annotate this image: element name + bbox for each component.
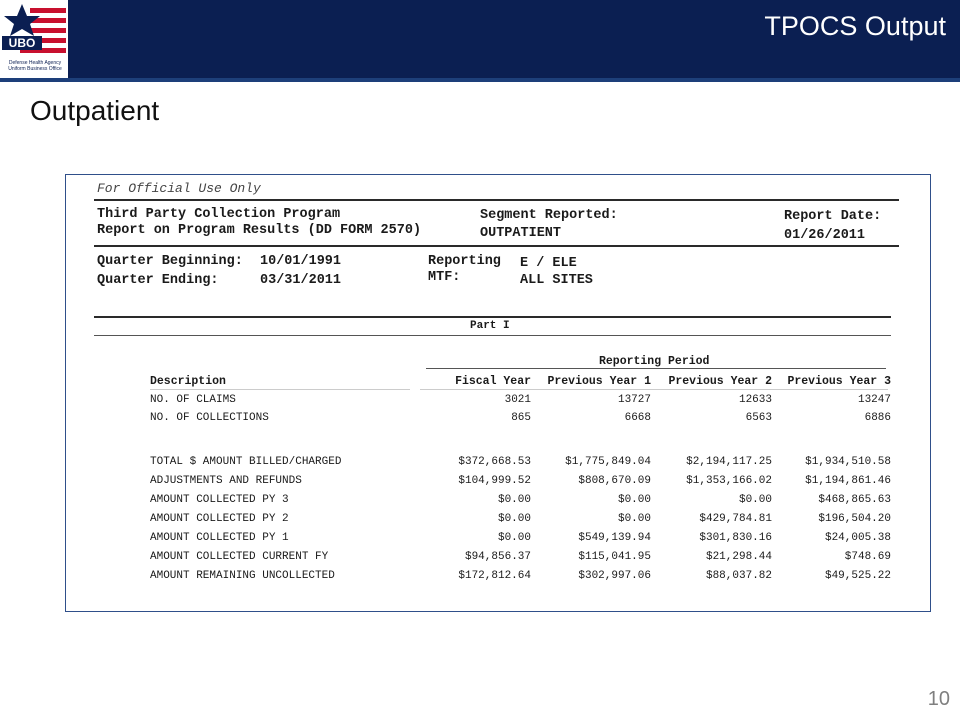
cell-fiscal-year: $0.00 xyxy=(497,513,531,525)
cell-previous-year-1: $808,670.09 xyxy=(578,475,651,487)
classification-marking: For Official Use Only xyxy=(97,181,261,196)
cell-previous-year-1: $0.00 xyxy=(617,513,651,525)
reporting-period-rule xyxy=(426,368,886,369)
cell-previous-year-2: $1,353,166.02 xyxy=(686,475,772,487)
mtf-label: MTF: xyxy=(428,270,461,285)
quarter-ending-value: 03/31/2011 xyxy=(260,273,342,288)
cell-previous-year-3: $24,005.38 xyxy=(824,532,891,544)
cell-previous-year-1: 13727 xyxy=(617,394,651,406)
row-description: NO. OF COLLECTIONS xyxy=(150,412,269,424)
logo-subtext: Defense Health Agency Uniform Business Office xyxy=(8,60,62,72)
cell-previous-year-2: $0.00 xyxy=(738,494,772,506)
table-row xyxy=(150,551,900,569)
cell-previous-year-2: 6563 xyxy=(745,412,772,424)
top-rule xyxy=(94,199,899,201)
row-description: AMOUNT REMAINING UNCOLLECTED xyxy=(150,570,335,582)
col-header-fiscal-year: Fiscal Year xyxy=(455,375,531,388)
page-title: Outpatient xyxy=(30,95,160,126)
cell-previous-year-3: $49,525.22 xyxy=(824,570,891,582)
row-description: AMOUNT COLLECTED CURRENT FY xyxy=(150,551,329,563)
cell-previous-year-2: $88,037.82 xyxy=(705,570,772,582)
table-row xyxy=(150,532,900,550)
quarter-beginning-label: Quarter Beginning: xyxy=(97,254,243,269)
row-description: TOTAL $ AMOUNT BILLED/CHARGED xyxy=(150,456,342,468)
slide-header xyxy=(0,0,960,78)
cell-previous-year-3: $196,504.20 xyxy=(818,513,891,525)
cell-previous-year-2: $301,830.16 xyxy=(699,532,772,544)
reporting-label: Reporting xyxy=(428,254,501,269)
slide-title: TPOCS Output xyxy=(764,11,946,41)
cell-previous-year-3: 13247 xyxy=(857,394,891,406)
cell-previous-year-2: $2,194,117.25 xyxy=(686,456,772,468)
ubo-logo xyxy=(0,0,68,78)
values-header-rule xyxy=(420,389,888,390)
table-row xyxy=(150,475,900,493)
col-header-previous-year-2: Previous Year 2 xyxy=(668,375,772,388)
table-row xyxy=(150,513,900,531)
table-row xyxy=(150,394,900,412)
reporting-period-label: Reporting Period xyxy=(599,355,710,368)
slide-number: 10 xyxy=(927,688,950,710)
cell-previous-year-2: 12633 xyxy=(738,394,772,406)
part-rule-top xyxy=(94,316,891,318)
cell-previous-year-3: $468,865.63 xyxy=(818,494,891,506)
row-description: ADJUSTMENTS AND REFUNDS xyxy=(150,475,302,487)
part-rule-bottom xyxy=(94,335,891,336)
header-divider xyxy=(0,78,960,82)
table-row xyxy=(150,412,900,430)
col-header-previous-year-1: Previous Year 1 xyxy=(547,375,651,388)
mtf-value: ALL SITES xyxy=(520,273,593,288)
cell-previous-year-2: $21,298.44 xyxy=(705,551,772,563)
cell-fiscal-year: 3021 xyxy=(504,394,531,406)
table-row xyxy=(150,456,900,474)
row-description: AMOUNT COLLECTED PY 3 xyxy=(150,494,289,506)
row-description: AMOUNT COLLECTED PY 1 xyxy=(150,532,289,544)
cell-previous-year-1: $549,139.94 xyxy=(578,532,651,544)
row-description: AMOUNT COLLECTED PY 2 xyxy=(150,513,289,525)
cell-fiscal-year: $0.00 xyxy=(497,494,531,506)
program-subtitle: Report on Program Results (DD FORM 2570) xyxy=(97,223,422,238)
cell-previous-year-3: 6886 xyxy=(864,412,891,424)
cell-fiscal-year: 865 xyxy=(511,412,531,424)
table-row xyxy=(150,570,900,588)
report-date-label: Report Date: xyxy=(784,209,882,224)
report-date-value: 01/26/2011 xyxy=(784,228,866,243)
part-label: Part I xyxy=(470,320,510,332)
cell-previous-year-3: $748.69 xyxy=(844,551,891,563)
svg-text:UBO: UBO xyxy=(8,36,36,50)
header-rule xyxy=(94,245,899,247)
segment-value: OUTPATIENT xyxy=(480,226,562,241)
cell-previous-year-1: $1,775,849.04 xyxy=(565,456,651,468)
cell-fiscal-year: $372,668.53 xyxy=(458,456,531,468)
cell-fiscal-year: $94,856.37 xyxy=(464,551,531,563)
desc-header-rule xyxy=(150,389,410,390)
cell-fiscal-year: $172,812.64 xyxy=(458,570,531,582)
cell-previous-year-1: $0.00 xyxy=(617,494,651,506)
row-description: NO. OF CLAIMS xyxy=(150,394,236,406)
cell-fiscal-year: $0.00 xyxy=(497,532,531,544)
cell-previous-year-1: $302,997.06 xyxy=(578,570,651,582)
col-header-description: Description xyxy=(150,375,226,388)
reporting-value: E / ELE xyxy=(520,256,577,271)
cell-previous-year-3: $1,194,861.46 xyxy=(805,475,891,487)
program-title: Third Party Collection Program xyxy=(97,207,341,222)
cell-previous-year-1: $115,041.95 xyxy=(578,551,651,563)
segment-label: Segment Reported: xyxy=(480,208,618,223)
cell-previous-year-1: 6668 xyxy=(624,412,651,424)
cell-previous-year-3: $1,934,510.58 xyxy=(805,456,891,468)
quarter-beginning-value: 10/01/1991 xyxy=(260,254,342,269)
col-header-previous-year-3: Previous Year 3 xyxy=(787,375,891,388)
cell-fiscal-year: $104,999.52 xyxy=(458,475,531,487)
cell-previous-year-2: $429,784.81 xyxy=(699,513,772,525)
report-document xyxy=(65,174,931,612)
table-row xyxy=(150,494,900,512)
quarter-ending-label: Quarter Ending: xyxy=(97,273,219,288)
